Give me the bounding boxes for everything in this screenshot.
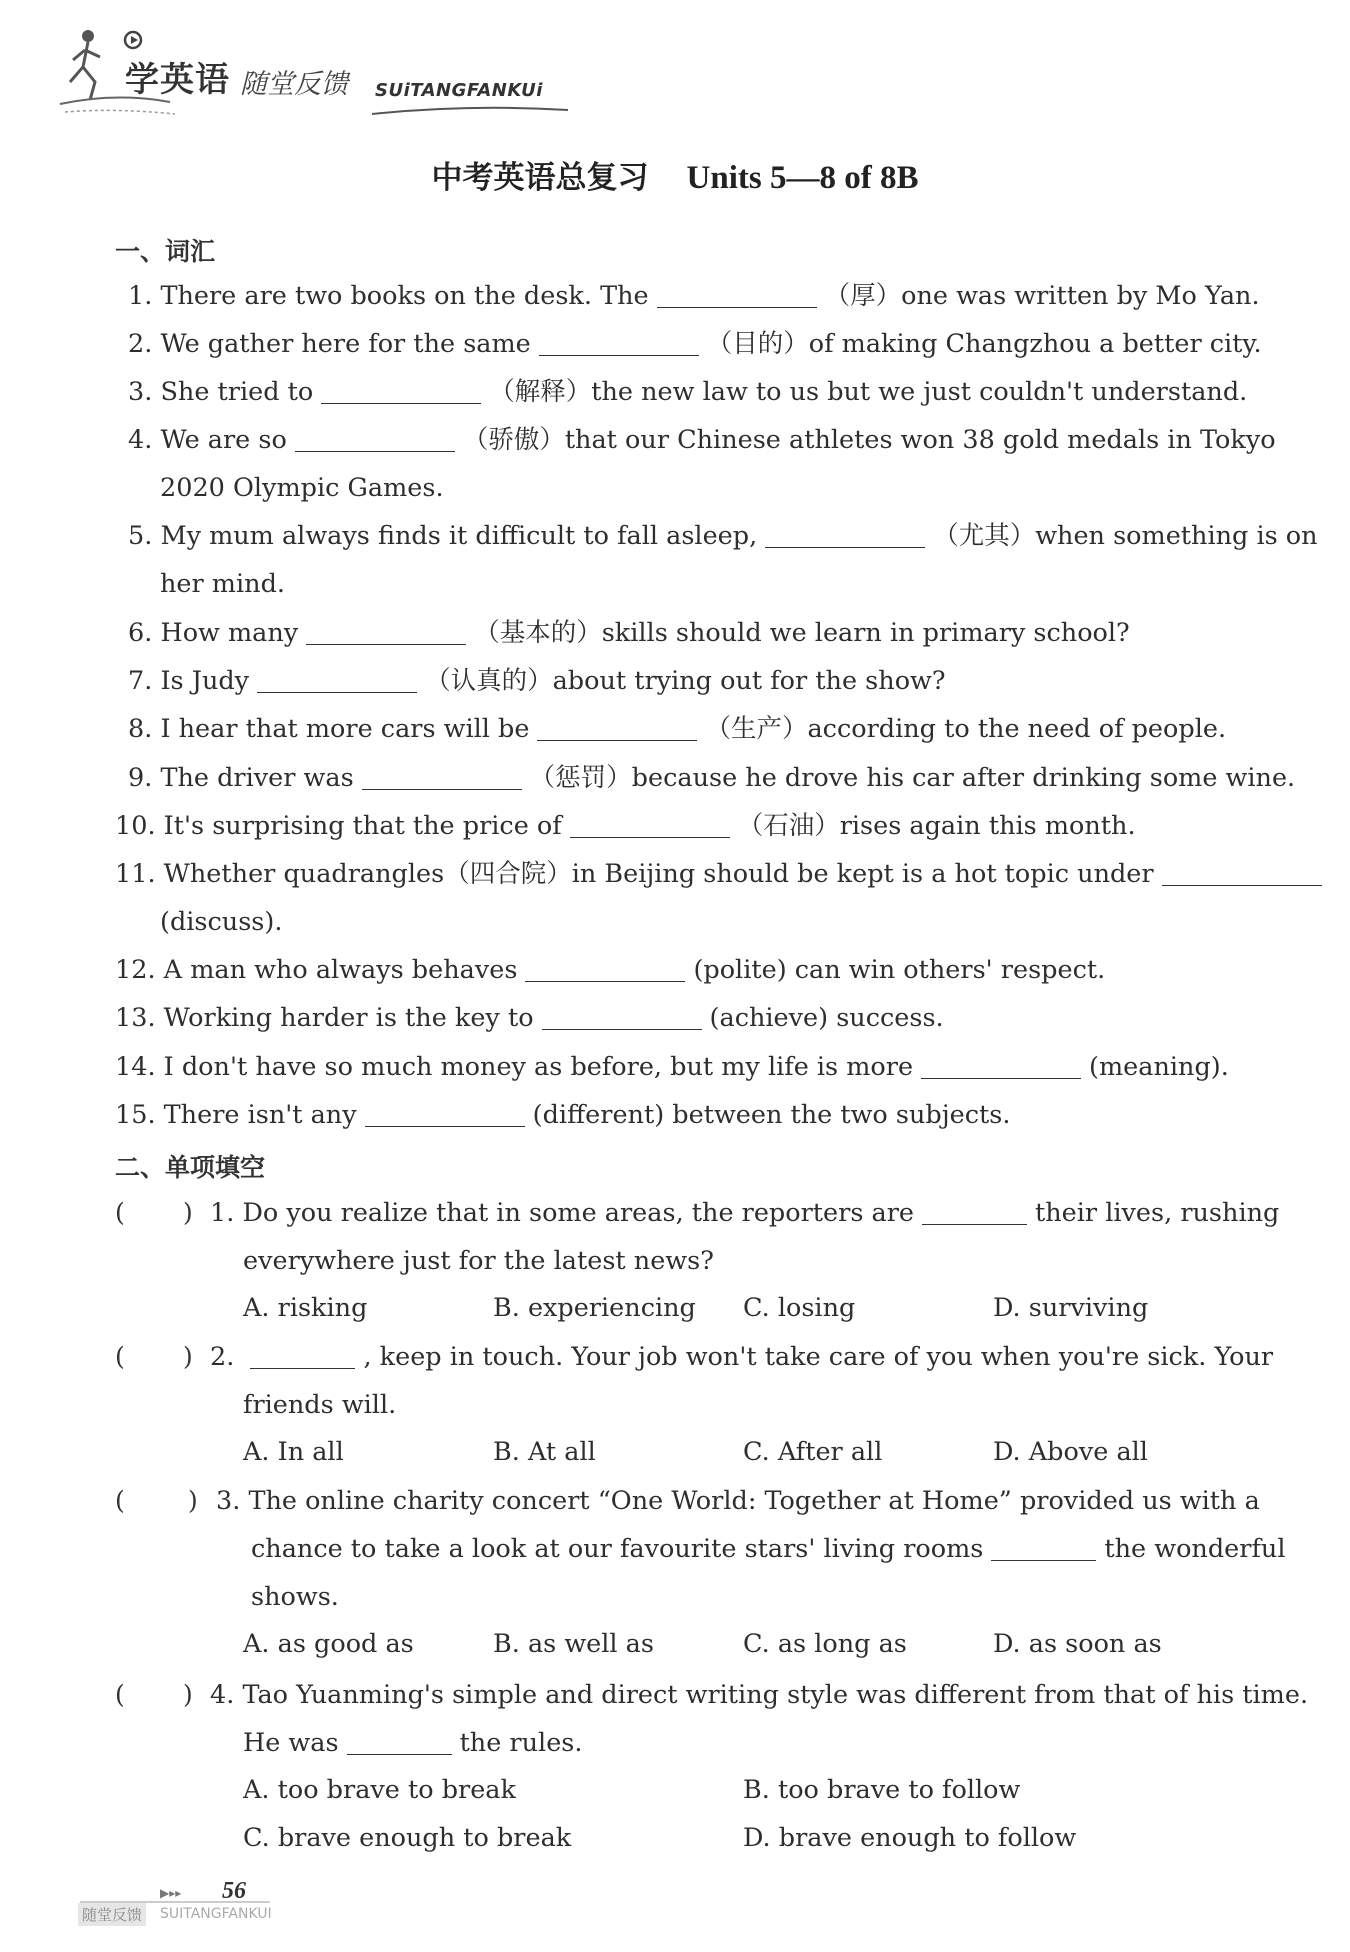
answer-blank[interactable]: [250, 1342, 355, 1369]
header-logo: [55, 22, 575, 122]
vocab-item-3: 3. She tried to （解释）the new law to us but we just couldn't understand.: [128, 377, 1248, 407]
answer-blank[interactable]: [362, 763, 522, 790]
choice-q3: 3. The online charity concert “One World: Together at Home” provided us with a: [216, 1486, 1260, 1516]
answer-paren-close: ): [183, 1680, 193, 1709]
logo-sub-text: 随堂反馈: [240, 69, 348, 100]
answer-blank[interactable]: [321, 377, 481, 404]
answer-paren-open: (: [115, 1198, 125, 1227]
choice-q2: 2. , keep in touch. Your job won't take care of you when you're sick. Your: [210, 1342, 1274, 1372]
page-title: [0, 152, 1350, 197]
vocab-item-4: 4. We are so （骄傲）that our Chinese athletes won 38 gold medals in Tokyo: [128, 425, 1276, 455]
answer-blank[interactable]: [542, 1003, 702, 1030]
answer-blank[interactable]: [365, 1100, 525, 1127]
option-q2-a[interactable]: A. In all: [243, 1437, 344, 1467]
page-number: 56: [222, 1878, 246, 1904]
choice-q3-line2: chance to take a look at our favourite stars' living rooms the wonderful: [251, 1534, 1286, 1564]
title-en: Units 5—8 of 8B: [686, 160, 919, 196]
answer-paren-open: (: [115, 1486, 125, 1515]
vocab-item-5-cont: her mind.: [160, 569, 285, 599]
answer-paren-close: ): [183, 1198, 193, 1227]
answer-blank[interactable]: [657, 281, 817, 308]
answer-blank[interactable]: [525, 955, 685, 982]
answer-blank[interactable]: [257, 666, 417, 693]
section-choice-heading: 二、单项填空: [115, 1153, 266, 1182]
answer-blank[interactable]: [537, 714, 697, 741]
vocab-item-5: 5. My mum always finds it difficult to fall asleep, （尤其）when something is on: [128, 521, 1318, 551]
vocab-item-11-cont: (discuss).: [160, 907, 283, 937]
footer-arrow-icon: ▶▸▸: [160, 1886, 182, 1900]
option-q4-d[interactable]: D. brave enough to follow: [743, 1823, 1077, 1853]
answer-paren-open: (: [115, 1680, 125, 1709]
vocab-item-2: 2. We gather here for the same （目的）of making Changzhou a better city.: [128, 329, 1262, 359]
option-q2-b[interactable]: B. At all: [493, 1437, 596, 1467]
option-q3-b[interactable]: B. as well as: [493, 1629, 654, 1659]
option-q4-c[interactable]: C. brave enough to break: [243, 1823, 572, 1853]
option-q1-c[interactable]: C. losing: [743, 1293, 856, 1323]
logo-underline-icon: [370, 104, 570, 124]
answer-blank[interactable]: [295, 425, 455, 452]
answer-blank[interactable]: [921, 1052, 1081, 1079]
vocab-item-12: 12. A man who always behaves (polite) can win others' respect.: [115, 955, 1106, 985]
answer-blank[interactable]: [922, 1198, 1027, 1225]
option-q3-d[interactable]: D. as soon as: [993, 1629, 1162, 1659]
answer-blank[interactable]: [306, 618, 466, 645]
vocab-item-11: 11. Whether quadrangles（四合院）in Beijing should be kept is a hot topic under: [115, 857, 1330, 891]
footer-latin: SUITANGFANKUI: [160, 1906, 272, 1922]
vocab-item-6: 6. How many （基本的）skills should we learn in primary school?: [128, 618, 1130, 648]
section-vocabulary-heading: 一、词汇: [115, 237, 216, 266]
option-q2-d[interactable]: D. Above all: [993, 1437, 1148, 1467]
vocab-item-7: 7. Is Judy （认真的）about trying out for the show?: [128, 666, 946, 696]
answer-paren-open: (: [115, 1342, 125, 1371]
vocab-item-9: 9. The driver was （惩罚）because he drove his car after drinking some wine.: [128, 763, 1296, 793]
footer-label: 随堂反馈: [78, 1903, 146, 1926]
logo-latin-text: SUiTANGFANKUi: [375, 80, 543, 101]
logo-main-text: 学英语: [125, 60, 230, 100]
vocab-item-14: 14. I don't have so much money as before, but my life is more (meaning).: [115, 1052, 1229, 1082]
vocab-item-13: 13. Working harder is the key to (achieve) success.: [115, 1003, 944, 1033]
answer-blank[interactable]: [347, 1728, 452, 1755]
option-q3-a[interactable]: A. as good as: [243, 1629, 414, 1659]
option-q4-a[interactable]: A. too brave to break: [243, 1775, 516, 1805]
choice-q1: 1. Do you realize that in some areas, the reporters are their lives, rushing: [210, 1198, 1280, 1228]
option-q1-a[interactable]: A. risking: [243, 1293, 368, 1323]
option-q2-c[interactable]: C. After all: [743, 1437, 883, 1467]
answer-paren-close: ): [183, 1342, 193, 1371]
answer-paren-close: ): [188, 1486, 198, 1515]
option-q4-b[interactable]: B. too brave to follow: [743, 1775, 1021, 1805]
answer-blank[interactable]: [539, 329, 699, 356]
answer-blank[interactable]: [1162, 859, 1322, 886]
choice-q3-cont: shows.: [251, 1582, 339, 1612]
answer-blank[interactable]: [570, 811, 730, 838]
answer-blank[interactable]: [765, 521, 925, 548]
option-q1-b[interactable]: B. experiencing: [493, 1293, 696, 1323]
choice-q4: 4. Tao Yuanming's simple and direct writing style was different from that of his time.: [210, 1680, 1309, 1710]
option-q1-d[interactable]: D. surviving: [993, 1293, 1149, 1323]
choice-q2-cont: friends will.: [243, 1390, 397, 1420]
vocab-item-15: 15. There isn't any (different) between the two subjects.: [115, 1100, 1011, 1130]
choice-q4-line2: He was the rules.: [243, 1728, 583, 1758]
vocab-item-8: 8. I hear that more cars will be （生产）according to the need of people.: [128, 714, 1227, 744]
vocab-item-10: 10. It's surprising that the price of （石油）rises again this month.: [115, 811, 1136, 841]
answer-blank[interactable]: [991, 1534, 1096, 1561]
vocab-item-4-cont: 2020 Olympic Games.: [160, 473, 444, 503]
vocab-item-1: 1. There are two books on the desk. The （厚）one was written by Mo Yan.: [128, 281, 1260, 311]
choice-q1-cont: everywhere just for the latest news?: [243, 1246, 714, 1276]
title-cn: 中考英语总复习: [431, 160, 649, 196]
option-q3-c[interactable]: C. as long as: [743, 1629, 907, 1659]
